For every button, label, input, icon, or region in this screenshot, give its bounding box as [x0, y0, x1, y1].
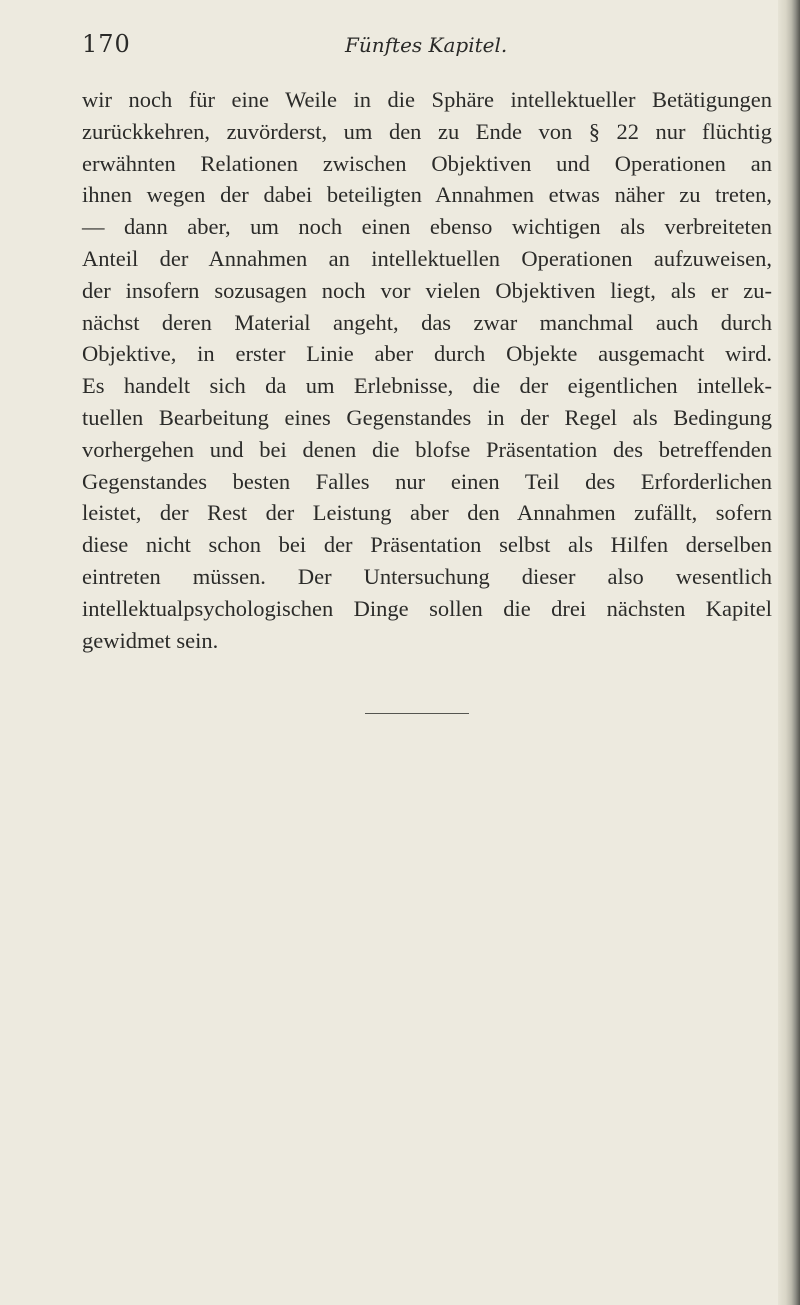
text-line: — dann aber, um noch einen ebenso wichtigen als verbreiteten [82, 214, 772, 240]
text-line: nächst deren Material angeht, das zwar manchmal auch durch [82, 309, 772, 335]
text-line: vorhergehen und bei denen die blofse Präsentation des betreffenden [82, 436, 772, 462]
text-line: ihnen wegen der dabei beteiligten Annahmen etwas näher zu treten, [82, 182, 772, 208]
text-line: Gegenstandes besten Falles nur einen Teil des Erforderlichen [82, 468, 772, 494]
running-head: Fünftes Kapitel. [345, 33, 508, 57]
text-line-last: gewidmet sein. [82, 627, 219, 653]
text-line: erwähnten Relationen zwischen Objektiven und Operationen an [82, 150, 772, 176]
text-line: eintreten müssen. Der Untersuchung dieser also wesentlich [82, 563, 772, 589]
page-edge-shadow [778, 0, 800, 1305]
body-paragraph [82, 84, 772, 656]
text-line: tuellen Bearbeitung eines Gegenstandes in der Regel als Bedingung [82, 404, 772, 430]
text-line: intellektualpsychologischen Dinge sollen die drei nächsten Kapitel [82, 595, 772, 621]
section-divider [365, 713, 469, 714]
text-line: wir noch für eine Weile in die Sphäre intellektueller Betätigungen [82, 87, 772, 112]
text-line: diese nicht schon bei der Präsentation selbst als Hilfen derselben [82, 532, 772, 558]
text-line: Anteil der Annahmen an intellektuellen Operationen aufzuweisen, [82, 245, 772, 271]
text-line: leistet, der Rest der Leistung aber den Annahmen zufällt, sofern [82, 500, 772, 526]
text-line: der insofern sozusagen noch vor vielen Objektiven liegt, als er zu- [82, 277, 772, 303]
page-header [82, 30, 772, 62]
page-number: 170 [82, 30, 131, 58]
text-line: Es handelt sich da um Erlebnisse, die der eigentlichen intellek- [82, 373, 772, 399]
text-line: Objektive, in erster Linie aber durch Objekte ausgemacht wird. [82, 341, 772, 367]
text-line: zurückkehren, zuvörderst, um den zu Ende von § 22 nur flüchtig [82, 118, 772, 144]
